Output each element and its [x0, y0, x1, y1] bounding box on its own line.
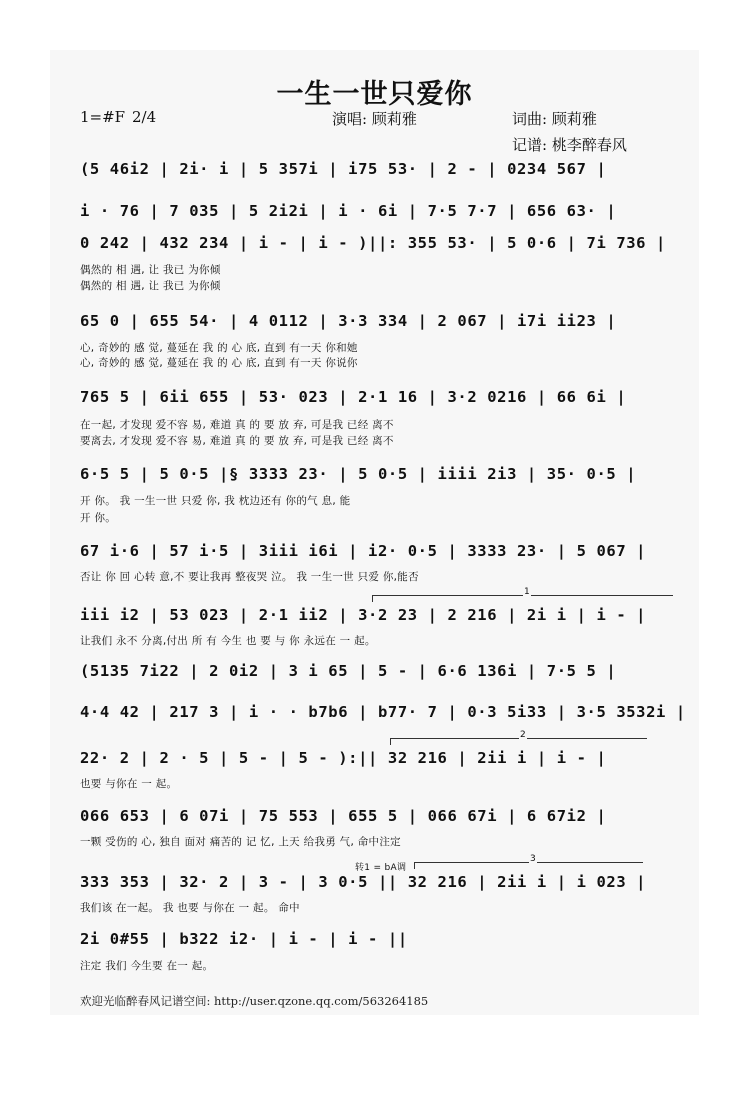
lyric-line: 我们该 在一起。 我 也要 与你在 一 起。 命中 — [80, 902, 300, 914]
notation-line: 333 353 | 32· 2 | 3 - | 3 0·5 || 32 216 | 2ii i | i 023 | — [80, 873, 647, 891]
notation-line: 0 242 | 432 234 | i - | i - )||: 355 53· | 5 0·6 | 7i 736 | — [80, 234, 666, 252]
time-signature: 2/4 — [132, 108, 157, 126]
lyric-line: 偶然的 相 遇, 让 我已 为你倾 — [80, 264, 221, 276]
lyric-line: 也要 与你在 一 起。 — [80, 778, 178, 790]
modulation-note: 转1 = bA调 — [355, 863, 407, 873]
notation-line: 6·5 5 | 5 0·5 |§ 3333 23· | 5 0·5 | iiii 2i3 | 35· 0·5 | — [80, 465, 637, 483]
volta-bracket — [414, 854, 643, 869]
notation-line: 4·4 42 | 217 3 | i · · b7b6 | b77· 7 | 0·3 5i33 | 3·5 3532i | — [80, 703, 686, 721]
notation-line: i · 76 | 7 035 | 5 2i2i | i · 6i | 7·5 7·7 | 656 63· | — [80, 202, 617, 220]
lyricist-composer-credit: 词曲: 顾莉雅 — [512, 110, 597, 128]
notation-line: iii i2 | 53 023 | 2·1 ii2 | 3·2 23 | 2 216 | 2i i | i - | — [80, 606, 647, 624]
key-signature: 1=#F — [80, 108, 126, 126]
volta-label: 2 — [520, 730, 526, 740]
transcriber-credit: 记谱: 桃李醉春风 — [512, 136, 627, 154]
lyric-line: 让我们 永不 分离,付出 所 有 今生 也 要 与 你 永远在 一 起。 — [80, 635, 376, 647]
lyric-line: 心, 奇妙的 感 觉, 蔓延在 我 的 心 底, 直到 有一天 你说你 — [80, 357, 358, 369]
notation-line: 2i 0#55 | b322 i2· | i - | i - || — [80, 930, 408, 948]
volta-bracket — [372, 587, 673, 602]
volta-label: 1 — [524, 587, 530, 597]
score-sheet — [50, 50, 699, 1015]
volta-label: 3 — [530, 854, 536, 864]
notation-line: 765 5 | 6ii 655 | 53· 023 | 2·1 16 | 3·2 0216 | 66 6i | — [80, 388, 627, 406]
lyric-line: 开 你。 — [80, 512, 117, 524]
notation-line: 65 0 | 655 54· | 4 0112 | 3·3 334 | 2 067 | i7i ii23 | — [80, 312, 617, 330]
lyric-line: 否让 你 回 心转 意,不 要让我再 整夜哭 泣。 我 一生一世 只爱 你,能否 — [80, 571, 419, 583]
notation-line: 22· 2 | 2 · 5 | 5 - | 5 - ):|| 32 216 | 2ii i | i - | — [80, 749, 607, 767]
song-title: 一生一世只爱你 — [276, 79, 473, 110]
singer-credit: 演唱: 顾莉雅 — [332, 110, 417, 128]
lyric-line: 要离去, 才发现 爱不容 易, 难道 真 的 要 放 弃, 可是我 已经 离不 — [80, 435, 394, 447]
footer-link-text: 欢迎光临醉春风记谱空间: http://user.qzone.qq.com/563264185 — [80, 994, 429, 1008]
notation-line: 67 i·6 | 57 i·5 | 3iii i6i | i2· 0·5 | 3333 23· | 5 067 | — [80, 542, 647, 560]
notation-line: 066 653 | 6 07i | 75 553 | 655 5 | 066 67i | 6 67i2 | — [80, 807, 607, 825]
lyric-line: 一颗 受伤的 心, 独自 面对 痛苦的 记 忆, 上天 给我勇 气, 命中注定 — [80, 836, 401, 848]
lyric-line: 开 你。 我 一生一世 只爱 你, 我 枕边还有 你的气 息, 能 — [80, 495, 351, 507]
lyric-line: 注定 我们 今生要 在一 起。 — [80, 960, 214, 972]
lyric-line: 偶然的 相 遇, 让 我已 为你倾 — [80, 280, 221, 292]
notation-line: (5 46i2 | 2i· i | 5 357i | i75 53· | 2 - | 0234 567 | — [80, 160, 607, 178]
lyric-line: 在一起, 才发现 爱不容 易, 难道 真 的 要 放 弃, 可是我 已经 离不 — [80, 419, 394, 431]
lyric-line: 心, 奇妙的 感 觉, 蔓延在 我 的 心 底, 直到 有一天 你和她 — [80, 342, 358, 354]
notation-line: (5135 7i22 | 2 0i2 | 3 i 65 | 5 - | 6·6 136i | 7·5 5 | — [80, 662, 617, 680]
volta-bracket — [390, 730, 647, 745]
